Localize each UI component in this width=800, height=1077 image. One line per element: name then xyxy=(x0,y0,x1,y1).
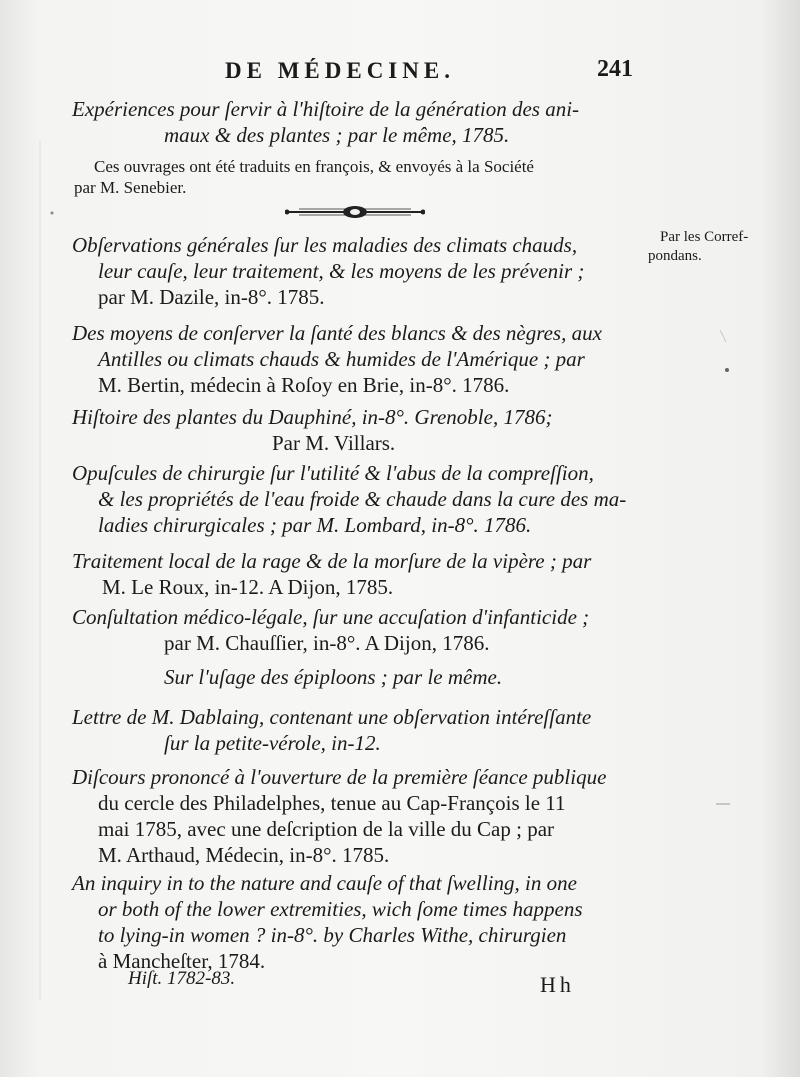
entry-traitement-local xyxy=(72,548,652,600)
entry-line: leur cauſe, leur traitement, & les moyens de les prévenir ; xyxy=(98,259,585,283)
entry-line: & les propriétés de l'eau froide & chaude dans la cure des ma- xyxy=(98,487,627,511)
entry-experiences xyxy=(72,96,652,148)
page-header-title: DE MÉDECINE. xyxy=(225,58,455,83)
entry-consultation xyxy=(72,604,652,656)
entry-histoire-plantes xyxy=(72,404,652,456)
entry-line: Hiſtoire des plantes du Dauphiné, in-8°. Grenoble, 1786; xyxy=(72,405,553,429)
entry-line: M. Le Roux, in-12. A Dijon, 1785. xyxy=(102,575,394,599)
ornament-divider xyxy=(285,204,425,220)
margin-note-line: pondans. xyxy=(648,248,702,264)
note-line: Ces ouvrages ont été traduits en françois, & envoyés à la Société xyxy=(94,157,534,176)
entry-line: Diſcours prononcé à l'ouverture de la première ſéance publique xyxy=(72,765,607,789)
entry-line: Antilles ou climats chauds & humides de l'Amérique ; par xyxy=(98,347,585,371)
page-number: 241 xyxy=(597,56,633,82)
entry-line: Opuſcules de chirurgie ſur l'utilité & l'abus de la compreſſion, xyxy=(72,461,594,485)
entry-discours xyxy=(72,764,652,868)
entry-line: mai 1785, avec une deſcription de la ville du Cap ; par xyxy=(98,817,555,841)
entry-lettre xyxy=(72,704,652,756)
entry-line: Traitement local de la rage & de la morſure de la vipère ; par xyxy=(72,549,592,573)
entry-an-inquiry xyxy=(72,870,652,974)
translation-note xyxy=(74,156,648,198)
entry-opuscules xyxy=(72,460,652,538)
entry-line: du cercle des Philadelphes, tenue au Cap-François le 11 xyxy=(98,791,566,815)
entry-line: M. Arthaud, Médecin, in-8°. 1785. xyxy=(98,843,390,867)
entry-line: ladies chirurgicales ; par M. Lombard, in-8°. 1786. xyxy=(98,513,532,537)
entry-line: par M. Chauſſier, in-8°. A Dijon, 1786. xyxy=(164,631,490,655)
entry-line: maux & des plantes ; par le même, 1785. xyxy=(164,123,510,147)
entry-line: to lying-in women ? in-8°. by Charles Withe, chirurgien xyxy=(98,923,567,947)
running-head xyxy=(0,58,800,90)
entry-line: Obſervations générales ſur les maladies des climats chauds, xyxy=(72,233,578,257)
entry-line: Sur l'uſage des épiploons ; par le même. xyxy=(164,665,503,689)
margin-note-line: Par les Corref- xyxy=(660,229,749,245)
entry-line: Des moyens de conſerver la ſanté des blancs & des nègres, aux xyxy=(72,321,602,345)
entry-line: Conſultation médico-légale, ſur une accuſation d'infanticide ; xyxy=(72,605,590,629)
entry-line: Par M. Villars. xyxy=(272,431,396,455)
signature-mark: Hiſt. 1782-83. xyxy=(128,968,236,989)
entry-line: M. Bertin, médecin à Roſoy en Brie, in-8°. 1786. xyxy=(98,373,510,397)
entry-line: Lettre de M. Dablaing, contenant une obſervation intéreſſante xyxy=(72,705,592,729)
note-line: par M. Senebier. xyxy=(74,178,187,197)
gathering-mark: Hh xyxy=(540,972,575,997)
entry-line: An inquiry in to the nature and cauſe of that ſwelling, in one xyxy=(72,871,577,895)
entry-line: ſur la petite-vérole, in-12. xyxy=(164,731,381,755)
entry-des-moyens xyxy=(72,320,652,398)
entry-line: par M. Dazile, in-8°. 1785. xyxy=(98,285,325,309)
entry-line: or both of the lower extremities, wich ſome times happens xyxy=(98,897,583,921)
entry-observations xyxy=(72,232,652,310)
entry-line: à Mancheſter, 1784. xyxy=(98,949,266,973)
margin-note xyxy=(648,228,788,266)
entry-line: Expériences pour ſervir à l'hiſtoire de la génération des ani- xyxy=(72,97,580,121)
entry-sur-usage xyxy=(72,664,652,690)
